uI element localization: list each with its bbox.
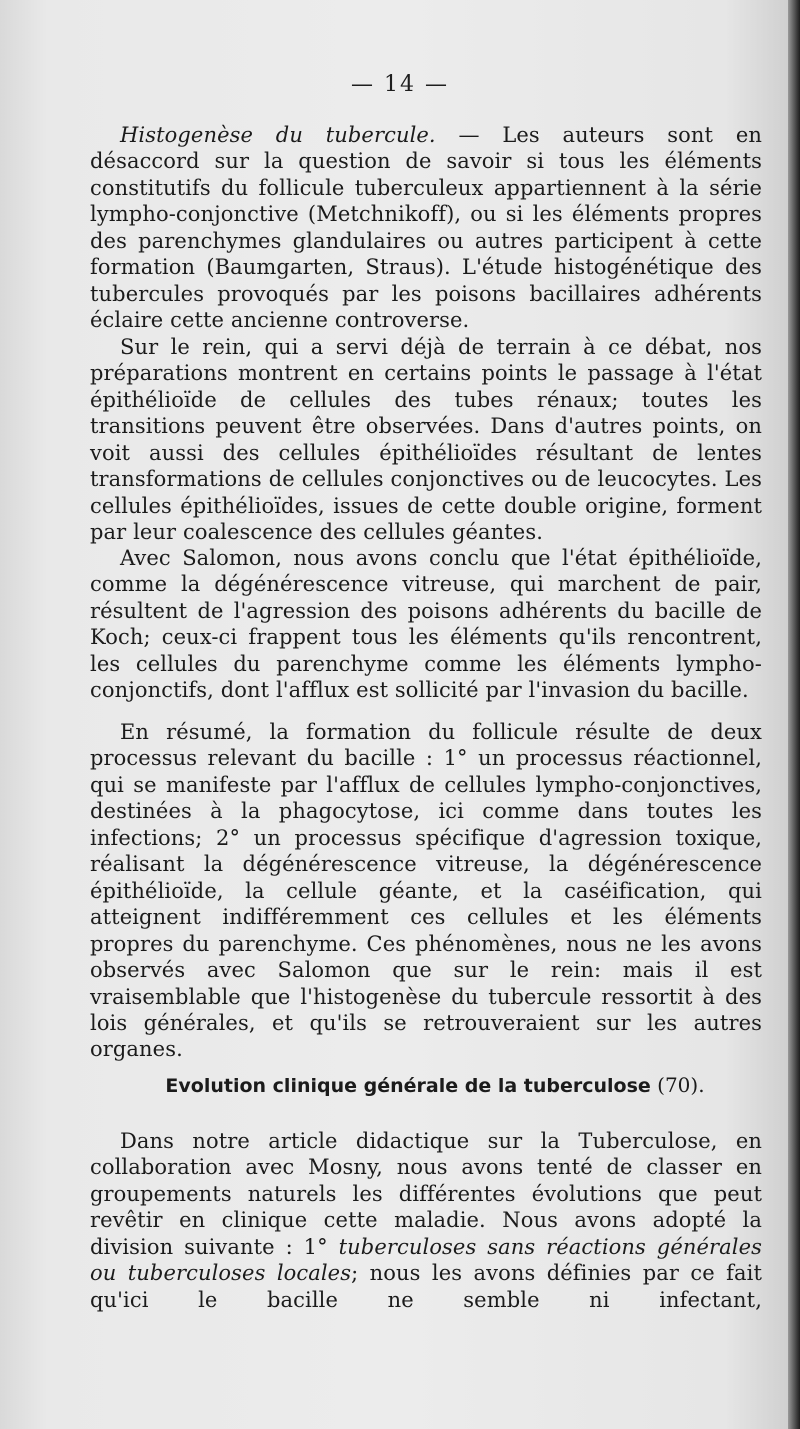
paragraph-didactique-text: Dans notre article didactique sur la Tuberculose, en collaboration avec Mosny, nous avons tenté de classer en groupements naturels les différentes évolutions que peut revêtir en clinique cette maladie. Nous avons adopté la division suivante : 1° — [90, 1129, 762, 1259]
paragraph-rein-text: Sur le rein, qui a servi déjà de terrain à ce débat, nos préparations montrent en certains points le passage à l'état épithélioïde de cellules des tubes rénaux; toutes les transitions peuvent être observées. Dans d'autres points, on voit aussi des cellules épithélioïdes résultant de lentes transformations de cellules conjonctives ou de leucocytes. Les cellules épithélioïdes, issues de cette double origine, forment par leur coalescence des cellules géantes. — [90, 335, 762, 545]
paragraph-resume-text: En résumé, la formation du follicule résulte de deux processus relevant du bacille : 1° un processus réactionnel, qui se manifeste par l'afflux de cellules lympho-conjonctives, destinées à la phagocytose, ici comme dans toutes les infections; 2° un processus spécifique d'agression toxique, réalisant la dégénérescence vitreuse, la dégénérescence épithélioïde, la cellule géante, et la caséification, qui atteignent indifféremment ces cellules et les éléments propres du parenchyme. Ces phénomènes, nous ne les avons observés avec Salomon que sur le rein: mais il est vraisemblable que l'histogenèse du tubercule ressortit à des lois générales, et qu'ils se retrouveraient sur les autres organes. — [90, 720, 762, 1062]
section-heading-evolution — [90, 1073, 780, 1097]
page-number: — 14 — — [351, 72, 449, 97]
paragraph-didactique — [90, 1128, 762, 1313]
section-title-histogenese: Histogenèse du tubercule. — [120, 123, 436, 147]
page-edge-shadow — [788, 0, 800, 1429]
paragraph-didactique-tail: ; nous les avons définies par ce fait qu'ici le bacille ne semble ni infectant, — [90, 1261, 762, 1312]
paragraph-resume — [90, 719, 762, 1063]
paragraph-didactique-italic: tuberculoses sans réactions générales ou tuberculoses locales — [90, 1234, 762, 1286]
section-heading-ref: (70). — [650, 1073, 705, 1097]
paragraph-histogenese — [90, 122, 762, 334]
paragraph-salomon-text: Avec Salomon, nous avons conclu que l'état épithélioïde, comme la dégénérescence vitreuse, qui marchent de pair, résultent de l'agression des poisons adhérents du bacille de Koch; ceux-ci frappent tous les éléments qu'ils rencontrent, les cellules du parenchyme comme les éléments lympho-conjonctifs, dont l'afflux est sollicité par l'invasion du bacille. — [90, 546, 762, 703]
paragraph-salomon — [90, 545, 762, 704]
paragraph-rein — [90, 334, 762, 546]
paragraph-histogenese-text: — Les auteurs sont en désaccord sur la question de savoir si tous les éléments constitutifs du follicule tuberculeux appartiennent à la série lympho-conjonctive (Metchnikoff), ou si les éléments propres des parenchymes glandulaires ou autres participent à cette formation (Baumgarten, Straus). L'étude histogénétique des tubercules provoqués par les poisons bacillaires adhérents éclaire cette ancienne controverse. — [90, 123, 762, 333]
section-heading-title: Evolution clinique générale de la tuberculose — [165, 1075, 651, 1097]
